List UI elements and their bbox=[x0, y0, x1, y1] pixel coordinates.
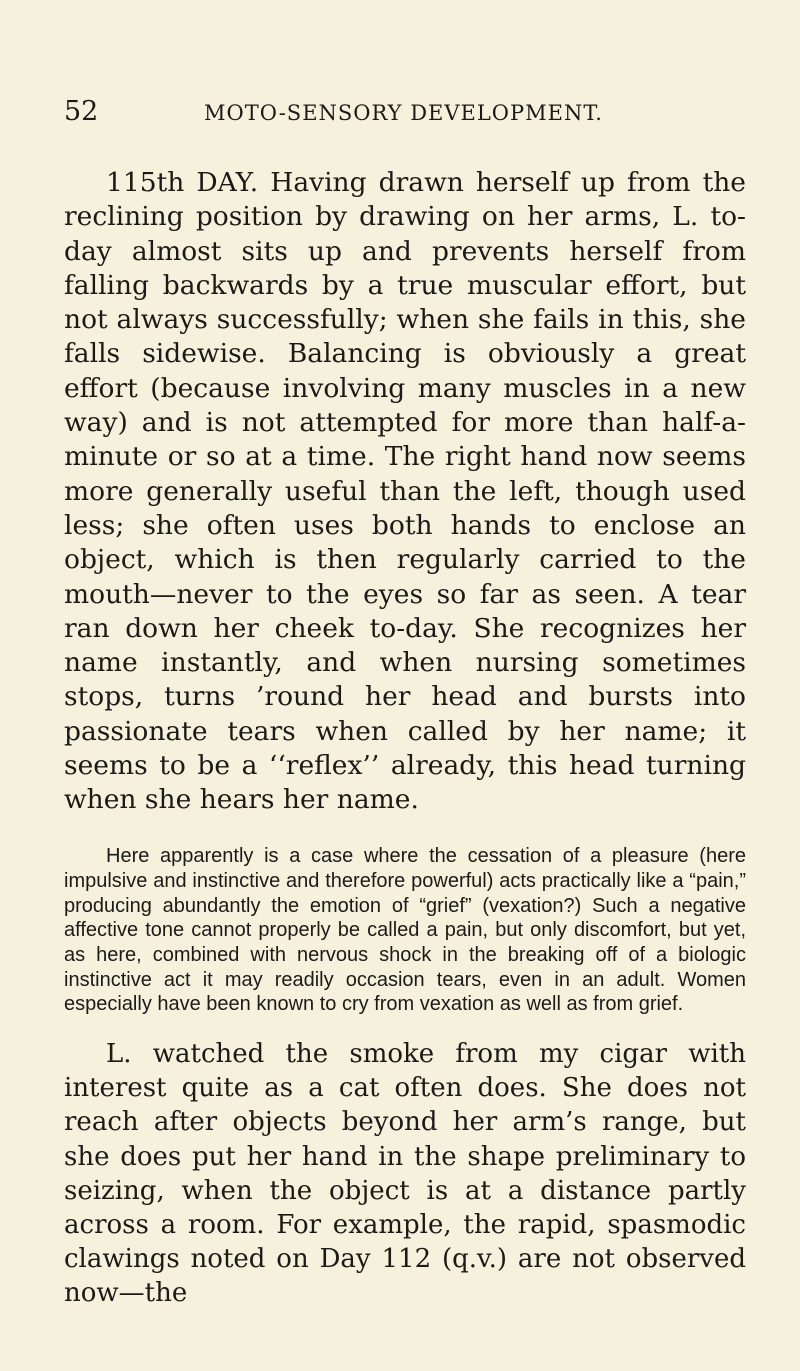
continued-paragraph: L. watched the smoke from my cigar with interest quite as a cat often does. She does not reach after objects beyond her arm’s range, but she does put her hand in the shape preliminary to seizing, when the object is at a distance partly across a room. For example, the rapid, spasmodic clawings noted on Day 112 (q.v.) are not observed now—the bbox=[64, 1039, 746, 1309]
day-entry-paragraph: 115th DAY. Having drawn herself up from the reclining position by drawing on her arms, L. to-day almost sits up and prevents herself from falling backwards by a true muscular effort, but not always successfully; when she fails in this, she falls sidewise. Balancing is obviously a great effort (because involving many muscles in a new way) and is not attempted for more than half-a-minute or so at a time. The right hand now seems more generally useful than the left, though used less; she often uses both hands to enclose an object, which is then regularly carried to the mouth—never to the eyes so far as seen. A tear ran down her cheek to-day. She recognizes her name instantly, and when nursing sometimes stops, turns ’round her head and bursts into passionate tears when called by her name; it seems to be a ‘‘reflex’’ already, this head turning when she hears her name. bbox=[64, 167, 746, 816]
page-number: 52 bbox=[64, 96, 99, 127]
commentary-paragraph: Here apparently is a case where the cessation of a pleasure (here impulsive and instinctive and therefore powerful) acts practically like a “pain,” producing abundantly the emotion of “grief” (vexation?) Such a negative affective tone cannot properly be called a pain, but only discomfort, but yet, as here, combined with nervous shock in the breaking off of a biologic instinctive act it may readily occasion tears, even in an adult. Women especially have been known to cry from vexation as well as from grief. bbox=[64, 845, 746, 1016]
running-title: MOTO-SENSORY DEVELOPMENT. bbox=[204, 101, 603, 125]
book-page bbox=[64, 96, 746, 1337]
running-head bbox=[64, 96, 746, 138]
